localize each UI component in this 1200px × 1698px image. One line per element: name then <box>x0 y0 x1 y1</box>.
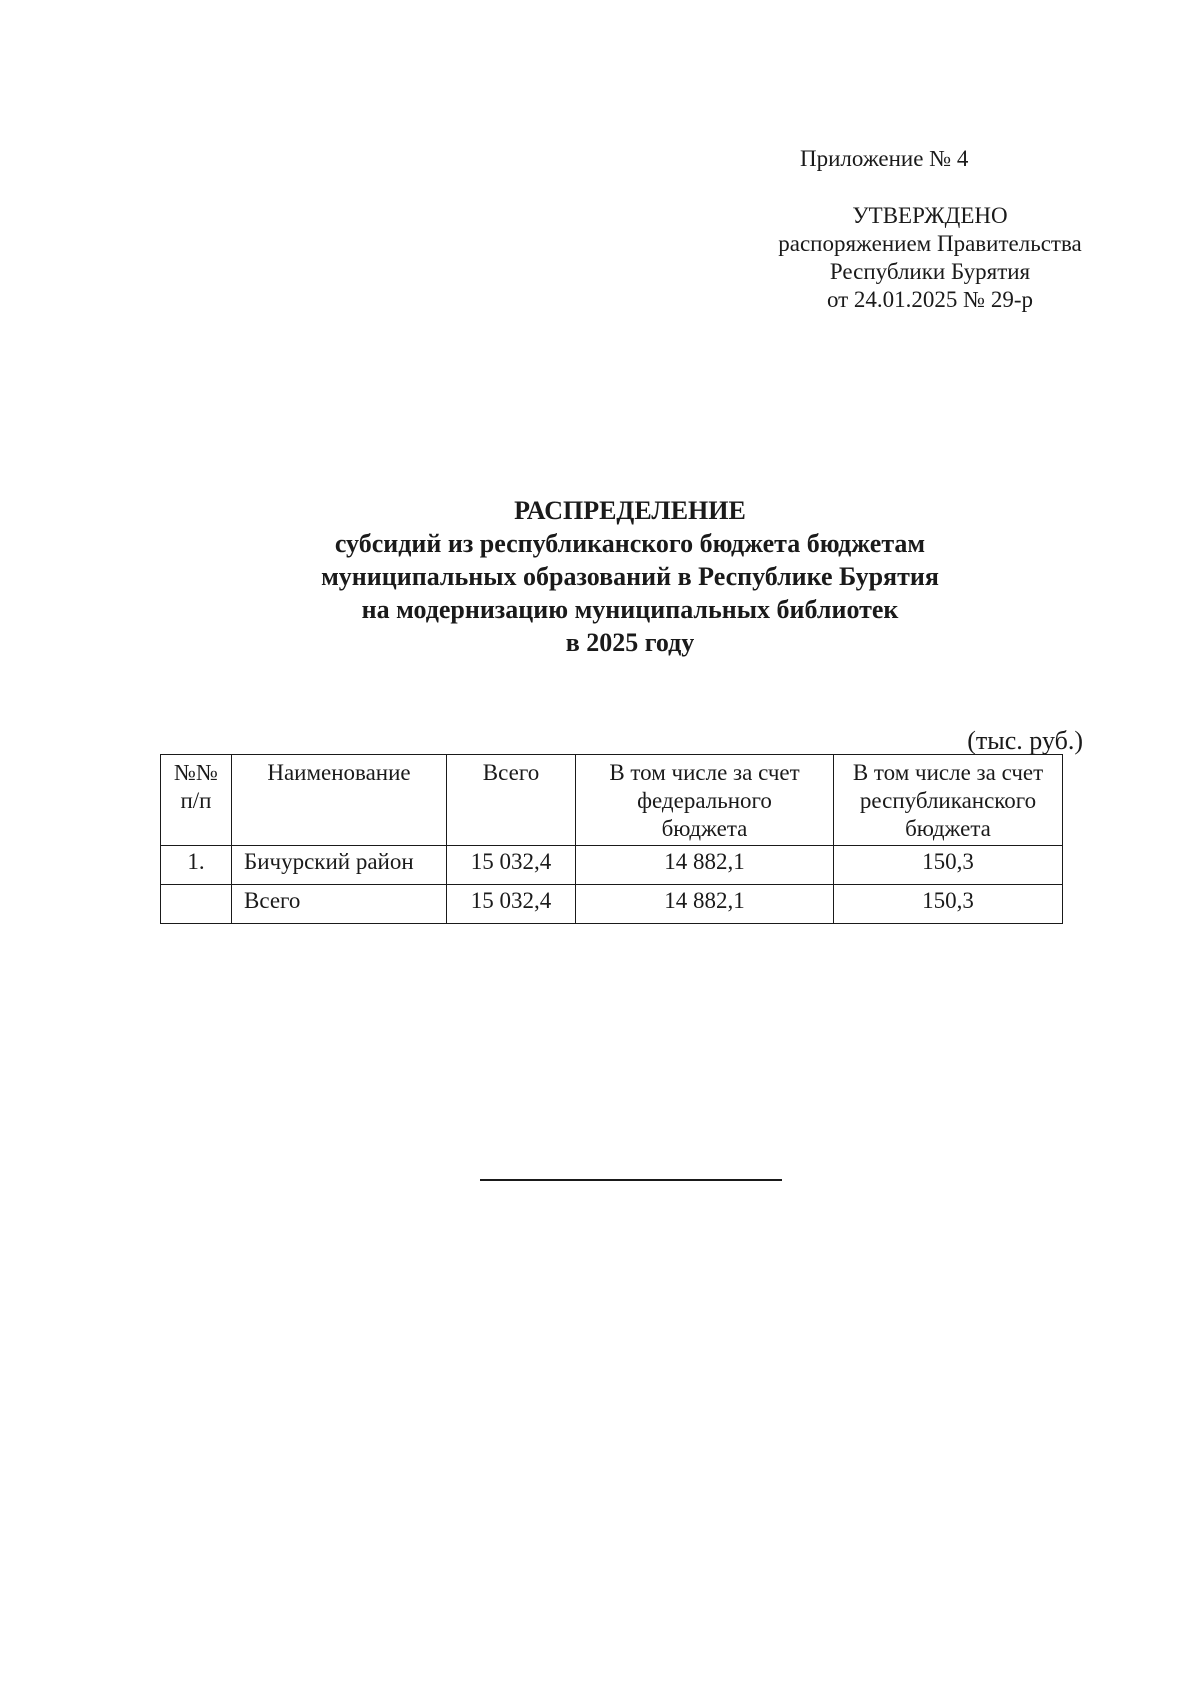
distribution-table <box>160 754 1063 924</box>
row-republican: 150,3 <box>834 885 1063 924</box>
row-total: 15 032,4 <box>447 846 576 885</box>
title-line-2: субсидий из республиканского бюджета бюджетам <box>334 529 926 558</box>
header-name: Наименование <box>232 755 447 846</box>
table-total-row <box>161 885 1063 924</box>
republic-text: Республики Бурятия <box>829 259 1031 284</box>
document-title <box>150 494 1110 659</box>
header-number: №№ п/п <box>161 755 232 846</box>
approved-label: УТВЕРЖДЕНО <box>852 203 1008 228</box>
title-line-3: муниципальных образований в Республике Бурятия <box>321 562 939 591</box>
row-name: Бичурский район <box>232 846 447 885</box>
order-reference: от 24.01.2025 № 29-р <box>826 287 1034 312</box>
row-number <box>161 885 232 924</box>
header-total: Всего <box>447 755 576 846</box>
header-federal: В том числе за счет федерального бюджета <box>576 755 834 846</box>
row-name: Всего <box>232 885 447 924</box>
row-federal: 14 882,1 <box>576 885 834 924</box>
approved-by-text: распоряжением Правительства <box>778 231 1082 256</box>
appendix-label: Приложение № 4 <box>800 146 969 171</box>
table-row <box>161 846 1063 885</box>
end-divider-line <box>480 1179 782 1181</box>
header-republican: В том числе за счет республиканского бюджета <box>834 755 1063 846</box>
approval-stamp <box>760 202 1100 314</box>
title-line-4: на модернизацию муниципальных библиотек <box>361 595 899 624</box>
units-label: (тыс. руб.) <box>967 726 1083 755</box>
row-total: 15 032,4 <box>447 885 576 924</box>
row-republican: 150,3 <box>834 846 1063 885</box>
table-header-row <box>161 755 1063 846</box>
row-federal: 14 882,1 <box>576 846 834 885</box>
title-line-1: РАСПРЕДЕЛЕНИЕ <box>514 496 746 525</box>
row-number: 1. <box>161 846 232 885</box>
title-line-5: в 2025 году <box>565 628 695 657</box>
